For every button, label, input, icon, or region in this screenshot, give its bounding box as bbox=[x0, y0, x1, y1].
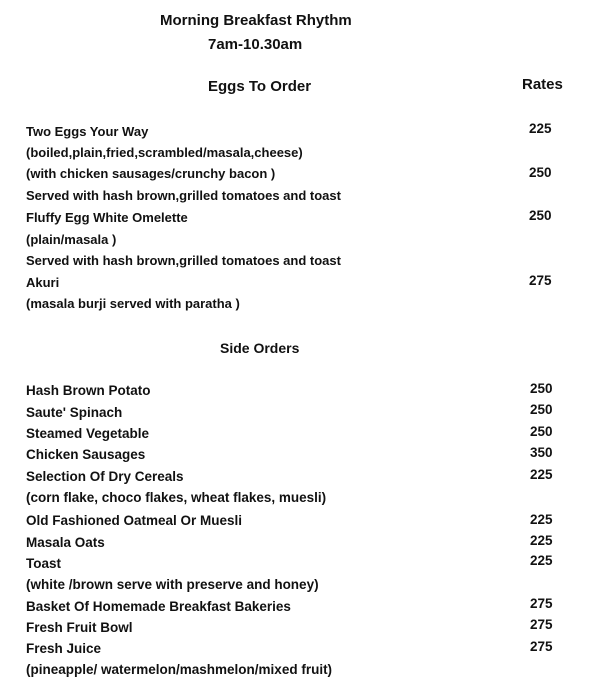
menu-item-name: Fresh Juice bbox=[26, 641, 102, 656]
menu-title: Morning Breakfast Rhythm bbox=[160, 12, 352, 29]
menu-item-name: Selection Of Dry Cereals bbox=[26, 469, 184, 484]
menu-item-description: (boiled,plain,fried,scrambled/masala,cheese) bbox=[26, 145, 303, 160]
menu-item-name: Toast bbox=[26, 556, 62, 571]
menu-item-name: Chicken Sausages bbox=[26, 447, 146, 462]
section-heading-eggs: Eggs To Order bbox=[208, 78, 312, 95]
item-rate: 250 bbox=[529, 165, 552, 180]
menu-item-description: (plain/masala ) bbox=[26, 232, 117, 247]
item-rate: 225 bbox=[530, 512, 553, 527]
service-hours: 7am-10.30am bbox=[208, 36, 303, 53]
item-rate: 250 bbox=[530, 381, 553, 396]
item-rate: 350 bbox=[530, 445, 553, 460]
menu-item-name: Masala Oats bbox=[26, 535, 105, 550]
menu-item-description: (masala burji served with paratha ) bbox=[26, 296, 240, 311]
item-rate: 225 bbox=[530, 533, 553, 548]
menu-item-description: Served with hash brown,grilled tomatoes and toast bbox=[26, 253, 341, 268]
menu-item-name: Steamed Vegetable bbox=[26, 426, 150, 441]
item-rate: 275 bbox=[530, 596, 553, 611]
menu-item-name: Fluffy Egg White Omelette bbox=[26, 210, 188, 225]
menu-item-name: Fresh Fruit Bowl bbox=[26, 620, 133, 635]
section-heading-sides: Side Orders bbox=[220, 340, 300, 356]
menu-item-name: Hash Brown Potato bbox=[26, 383, 151, 398]
item-rate: 275 bbox=[530, 617, 553, 632]
item-rate: 250 bbox=[530, 424, 553, 439]
item-rate: 250 bbox=[529, 208, 552, 223]
menu-item-name: Basket Of Homemade Breakfast Bakeries bbox=[26, 599, 291, 614]
menu-item-name: Akuri bbox=[26, 275, 60, 290]
item-rate: 275 bbox=[530, 639, 553, 654]
item-rate: 275 bbox=[529, 273, 552, 288]
menu-item-description: (pineapple/ watermelon/mashmelon/mixed fruit) bbox=[26, 662, 333, 677]
item-rate: 225 bbox=[529, 121, 552, 136]
menu-item-description: Served with hash brown,grilled tomatoes and toast bbox=[26, 188, 341, 203]
item-rate: 250 bbox=[530, 402, 553, 417]
menu-item-name: Saute' Spinach bbox=[26, 405, 123, 420]
menu-item-description: (white /brown serve with preserve and honey) bbox=[26, 577, 319, 592]
menu-item-description: (corn flake, choco flakes, wheat flakes, muesli) bbox=[26, 490, 327, 505]
menu-item-name: Two Eggs Your Way bbox=[26, 124, 149, 139]
rates-heading: Rates bbox=[522, 76, 563, 93]
menu-item-name: Old Fashioned Oatmeal Or Muesli bbox=[26, 513, 243, 528]
menu-item-description: (with chicken sausages/crunchy bacon ) bbox=[26, 166, 276, 181]
item-rate: 225 bbox=[530, 467, 553, 482]
item-rate: 225 bbox=[530, 553, 553, 568]
